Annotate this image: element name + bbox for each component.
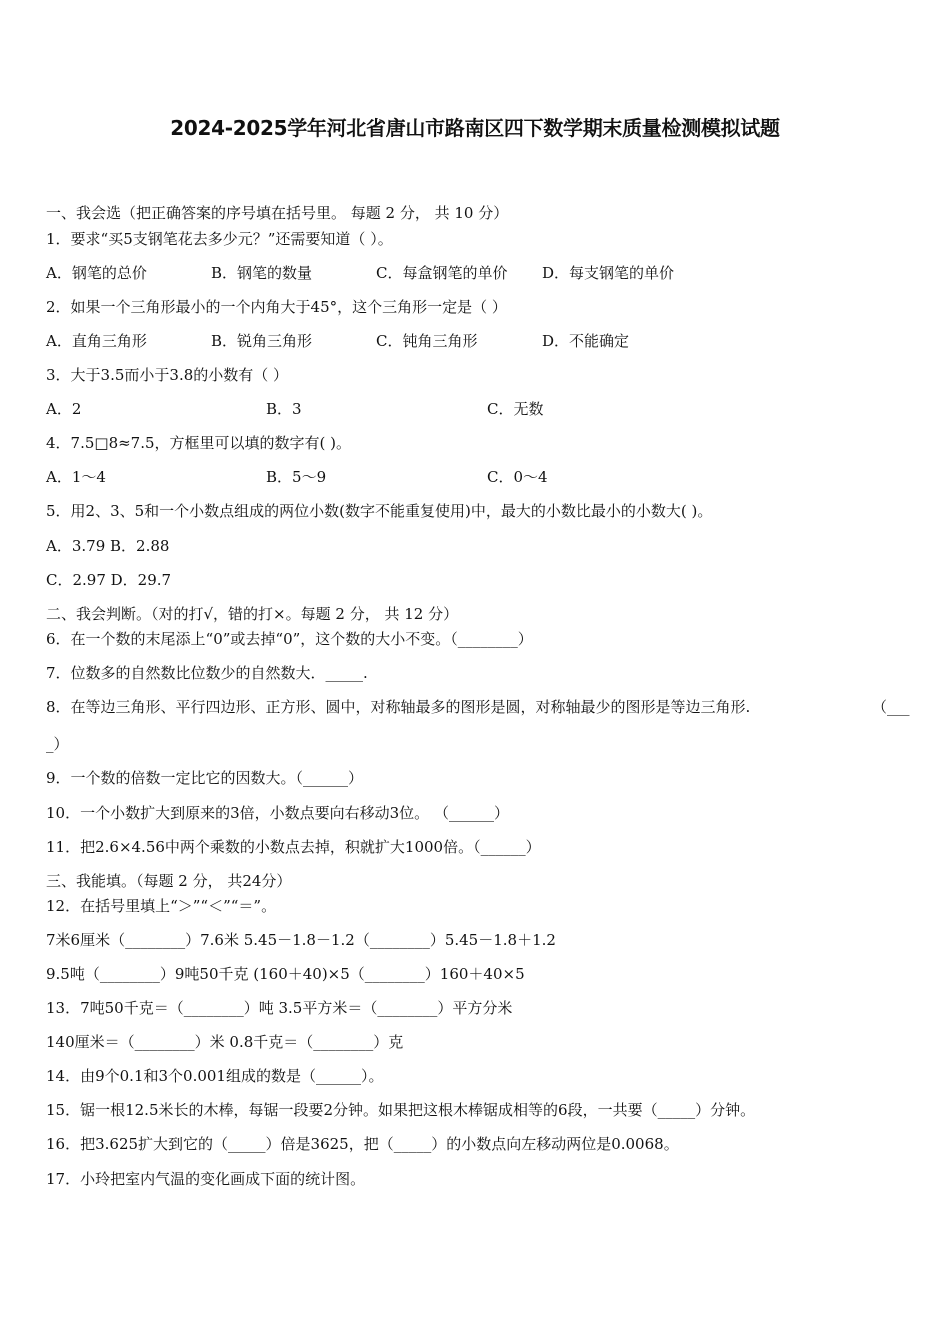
question-5: 5．用2、3、5和一个小数点组成的两位小数(数字不能重复使用)中，最大的小数比最小的小数大( )。 — [46, 502, 713, 520]
option-d: D．不能确定 — [542, 332, 630, 350]
section-3-heading: 三、我能填。（每题 2 分， 共24分） — [46, 872, 292, 890]
question-2-options — [46, 330, 629, 351]
question-8-blank-end: _） — [46, 735, 69, 753]
page-title: 2024-2025学年河北省唐山市路南区四下数学期末质量检测模拟试题 — [170, 116, 780, 140]
option-d: D．每支钢笔的单价 — [542, 264, 675, 282]
option-c: C．0～4 — [487, 468, 548, 486]
question-7: 7．位数多的自然数比位数少的自然数大．_____. — [46, 664, 368, 682]
question-8: 8．在等边三角形、平行四边形、正方形、圆中，对称轴最多的图形是圆，对称轴最少的图形是等边三角形. — [46, 698, 751, 716]
option-c: C．钝角三角形 — [376, 332, 478, 350]
option-b: B．钢笔的数量 — [211, 264, 313, 282]
option-c: C．无数 — [487, 400, 544, 418]
question-8-blank: （___ — [872, 698, 910, 716]
question-4-options — [46, 466, 548, 487]
question-16: 16．把3.625扩大到它的（_____）倍是3625，把（_____）的小数点向左移动两位是0.0068。 — [46, 1135, 679, 1153]
option-c: C．每盒钢笔的单价 — [376, 264, 508, 282]
option-a: A．钢笔的总价 — [46, 264, 147, 282]
question-12: 12．在括号里填上“＞”“＜”“＝”。 — [46, 897, 277, 915]
section-1-heading: 一、我会选（把正确答案的序号填在括号里。 每题 2 分， 共 10 分） — [46, 204, 509, 222]
option-a: A．1～4 — [46, 468, 106, 486]
question-11: 11．把2.6×4.56中两个乘数的小数点去掉，积就扩大1000倍。（______） — [46, 838, 541, 856]
question-14: 14．由9个0.1和3个0.001组成的数是（______）。 — [46, 1067, 384, 1085]
question-6: 6．在一个数的末尾添上“0”或去掉“0”，这个数的大小不变。（________） — [46, 630, 533, 648]
question-17: 17．小玲把室内气温的变化画成下面的统计图。 — [46, 1170, 366, 1188]
question-1: 1．要求“买5支钢笔花去多少元？”还需要知道（ ）。 — [46, 230, 393, 248]
option-a: A．直角三角形 — [46, 332, 147, 350]
question-12-line-1: 7米6厘米（________）7.6米 5.45－1.8－1.2（________）5.45－1.8＋1.2 — [46, 931, 556, 949]
question-15: 15．锯一根12.5米长的木棒，每锯一段要2分钟。如果把这根木棒锯成相等的6段，一共要（_____）分钟。 — [46, 1101, 756, 1119]
question-5-options-row-1: A．3.79 B．2.88 — [46, 537, 170, 555]
question-13-line-2: 140厘米＝（________）米 0.8千克＝（________）克 — [46, 1033, 404, 1051]
question-12-line-2: 9.5吨（________）9吨50千克 (160＋40)×5（________）160＋40×5 — [46, 965, 525, 983]
option-b: B．5～9 — [266, 468, 327, 486]
option-a: A．2 — [46, 400, 82, 418]
question-9: 9．一个数的倍数一定比它的因数大。（______） — [46, 769, 364, 787]
question-3: 3．大于3.5而小于3.8的小数有（ ） — [46, 366, 289, 384]
option-b: B．锐角三角形 — [211, 332, 313, 350]
question-3-options — [46, 398, 543, 419]
question-13-line-1: 13．7吨50千克＝（________）吨 3.5平方米＝（________）平方分米 — [46, 999, 513, 1017]
question-2: 2．如果一个三角形最小的一个内角大于45°，这个三角形一定是（ ） — [46, 298, 507, 316]
question-1-options — [46, 262, 674, 283]
question-10: 10．一个小数扩大到原来的3倍，小数点要向右移动3位。 （______） — [46, 804, 509, 822]
section-2-heading: 二、我会判断。（对的打√，错的打×。每题 2 分， 共 12 分） — [46, 605, 459, 623]
question-4: 4．7.5□8≈7.5，方框里可以填的数字有( )。 — [46, 434, 352, 452]
option-b: B．3 — [266, 400, 302, 418]
question-5-options-row-2: C．2.97 D．29.7 — [46, 571, 172, 589]
